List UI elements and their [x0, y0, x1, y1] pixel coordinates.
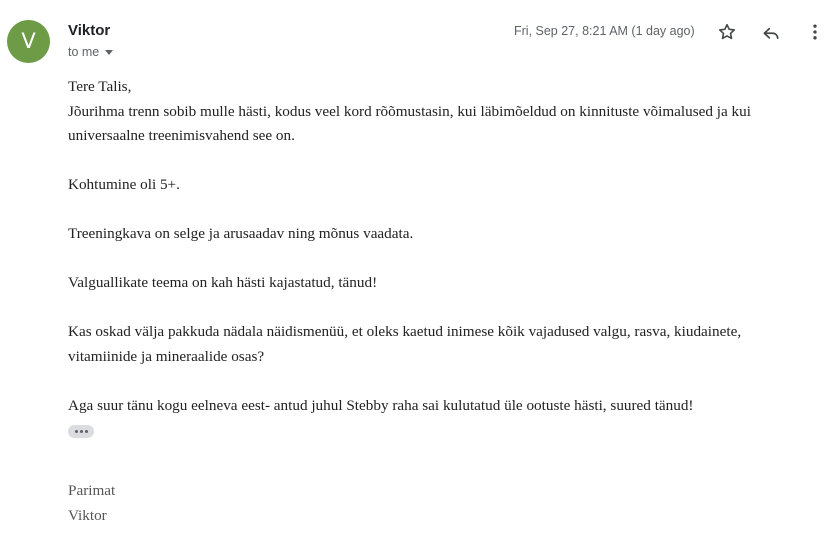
body-paragraph: Kas oskad välja pakkuda nädala näidismenüü, et oleks kaetud inimese kõik vajadused valgu, rasva, kiudainete, vitamiinide ja mineraalide osas?: [68, 323, 742, 365]
message-body: [68, 75, 813, 443]
more-options-button[interactable]: [802, 19, 828, 45]
reply-icon: [761, 22, 781, 42]
signature: [68, 478, 115, 528]
chevron-down-icon[interactable]: [105, 50, 113, 55]
show-trimmed-content-button[interactable]: [68, 425, 94, 438]
ellipsis-dot-icon: [75, 430, 78, 433]
body-paragraph: Aga suur tänu kogu eelneva eest- antud juhul Stebby raha sai kulutatud üle ootuste hästi, suured tänud!: [68, 396, 694, 414]
ellipsis-dot-icon: [80, 430, 83, 433]
body-paragraph: Jõurihma trenn sobib mulle hästi, kodus veel kord rõõmustasin, kui läbimõeldud on kinnituste võimalused ja kui universaalne treenimisvahend see on.: [68, 102, 751, 144]
recipient-label: to me: [68, 45, 100, 59]
body-paragraph: Valguallikate teema on kah hästi kajastatud, tänud!: [68, 274, 378, 291]
body-paragraph: Treeningkava on selge ja arusaadav ning mõnus vaadata.: [68, 225, 414, 242]
star-icon: [717, 22, 737, 42]
avatar[interactable]: V: [7, 20, 50, 63]
recipient-line: [68, 45, 113, 59]
ellipsis-dot-icon: [85, 430, 88, 433]
more-vert-icon: [805, 22, 825, 42]
sender-name[interactable]: Viktor: [68, 22, 111, 39]
signature-name: Viktor: [68, 507, 107, 524]
body-paragraph: Kohtumine oli 5+.: [68, 176, 180, 193]
reply-button[interactable]: [758, 19, 784, 45]
greeting: Tere Talis,: [68, 78, 132, 95]
signature-closing: Parimat: [68, 482, 116, 499]
star-button[interactable]: [714, 19, 740, 45]
message-date: Fri, Sep 27, 8:21 AM (1 day ago): [514, 24, 695, 38]
